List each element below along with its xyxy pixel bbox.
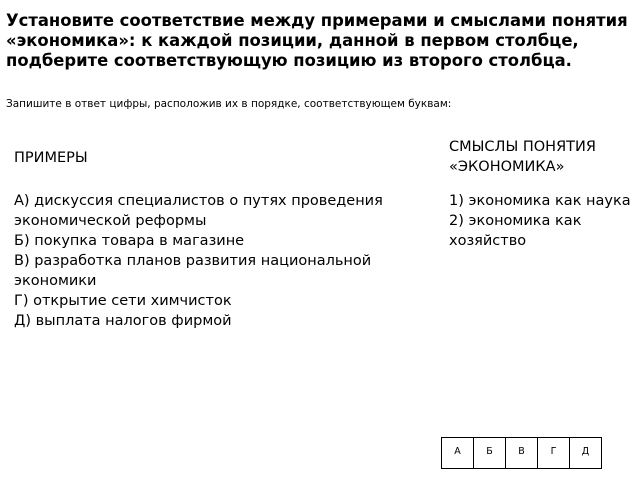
examples-list <box>14 191 429 331</box>
task-instruction: Запишите в ответ цифры, расположив их в порядке, соответствующем буквам: <box>6 98 452 110</box>
meanings-list <box>449 191 634 251</box>
meanings-column-header: СМЫСЛЫ ПОНЯТИЯ «ЭКОНОМИКА» <box>449 139 596 175</box>
answer-cell-v[interactable]: В <box>506 438 538 469</box>
answer-cell-d[interactable]: Д <box>570 438 602 469</box>
answer-table <box>441 437 602 469</box>
example-item-b: Б) покупка товара в магазине <box>14 233 245 249</box>
meaning-item-1: 1) экономика как наука <box>449 193 631 209</box>
answer-cell-a[interactable]: А <box>442 438 474 469</box>
answer-cell-b[interactable]: Б <box>474 438 506 469</box>
answer-cell-g[interactable]: Г <box>538 438 570 469</box>
meaning-item-2: 2) экономика как хозяйство <box>449 213 582 249</box>
example-item-d: Д) выплата налогов фирмой <box>14 313 232 329</box>
example-item-a: А) дискуссия специалистов о путях проведения экономической реформы <box>14 193 383 229</box>
example-item-g: Г) открытие сети химчисток <box>14 293 232 309</box>
task-title: Установите соответствие между примерами и смыслами понятия «экономика»: к каждой позиции, данной в первом столбце, подберите соответствующую позицию из второго столбца. <box>6 11 628 70</box>
example-item-v: В) разработка планов развития национальной экономики <box>14 253 372 289</box>
examples-column-header: ПРИМЕРЫ <box>14 150 88 166</box>
answer-table-row <box>442 438 602 469</box>
